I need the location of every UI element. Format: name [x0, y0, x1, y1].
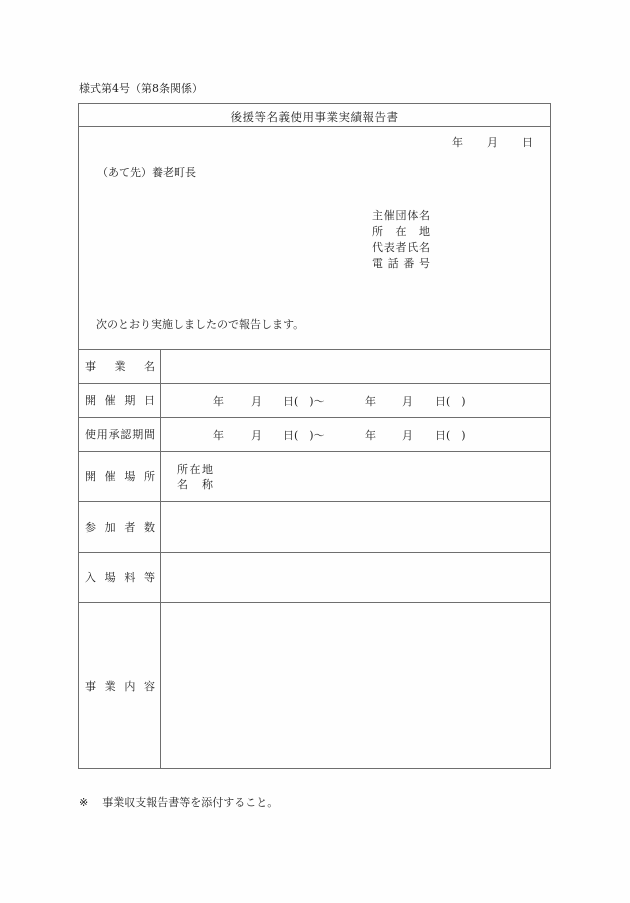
venue-address-label: 所在地: [177, 463, 213, 476]
intro-text: 次のとおり実施しましたので報告します。: [96, 318, 305, 331]
row-participants: [79, 501, 161, 552]
date-month-label: 月: [487, 136, 498, 149]
footnote-text: 事業収支報告書等を添付すること。: [102, 796, 279, 809]
form-title: 後援等名義使用事業実績報告書: [230, 110, 399, 124]
row-venue: [79, 451, 161, 501]
addressee: （あて先）養老町長: [97, 166, 196, 179]
participants-label: 参加者数: [85, 520, 155, 534]
footnote: [79, 794, 278, 810]
form-number: 様式第4号（第8条関係）: [79, 82, 203, 95]
venue-name-label: 名称: [177, 478, 213, 491]
phone-label: 電話番号: [372, 257, 430, 270]
start-day: 日( )～: [283, 429, 325, 442]
event-name-label: 事業名: [85, 360, 155, 373]
event-period-label: 開催期日: [85, 394, 155, 407]
end-month: 月: [402, 395, 413, 408]
organizer-name-label: 主催団体名: [372, 209, 430, 222]
row-event-name: [79, 349, 161, 383]
admission-fee-label: 入場料等: [85, 571, 155, 584]
end-month: 月: [402, 429, 413, 442]
start-day: 日( )～: [283, 395, 325, 408]
report-form: [78, 103, 551, 769]
applicant-block: [372, 208, 430, 272]
end-day: 日( ): [435, 429, 466, 442]
venue-value: [177, 462, 213, 492]
date-year-label: 年: [452, 136, 463, 149]
representative-label: 代表者氏名: [372, 241, 430, 254]
start-month: 月: [251, 429, 262, 442]
venue-label: 開催場所: [85, 470, 155, 483]
end-day: 日( ): [435, 395, 466, 408]
event-period-value: [79, 383, 550, 417]
start-month: 月: [251, 395, 262, 408]
row-event-content: [79, 602, 161, 769]
end-year: 年: [365, 429, 376, 442]
event-content-label: 事業内容: [85, 679, 155, 693]
start-year: 年: [213, 429, 224, 442]
date-day-label: 日: [522, 136, 533, 149]
divider: [79, 126, 550, 127]
reference-mark: ※: [79, 796, 89, 809]
start-year: 年: [213, 395, 224, 408]
end-year: 年: [365, 395, 376, 408]
approval-period-value: [79, 417, 550, 451]
address-label: 所在地: [372, 225, 430, 238]
row-admission-fee: [79, 552, 161, 602]
approval-period-label: 使用承認期間: [85, 428, 155, 441]
